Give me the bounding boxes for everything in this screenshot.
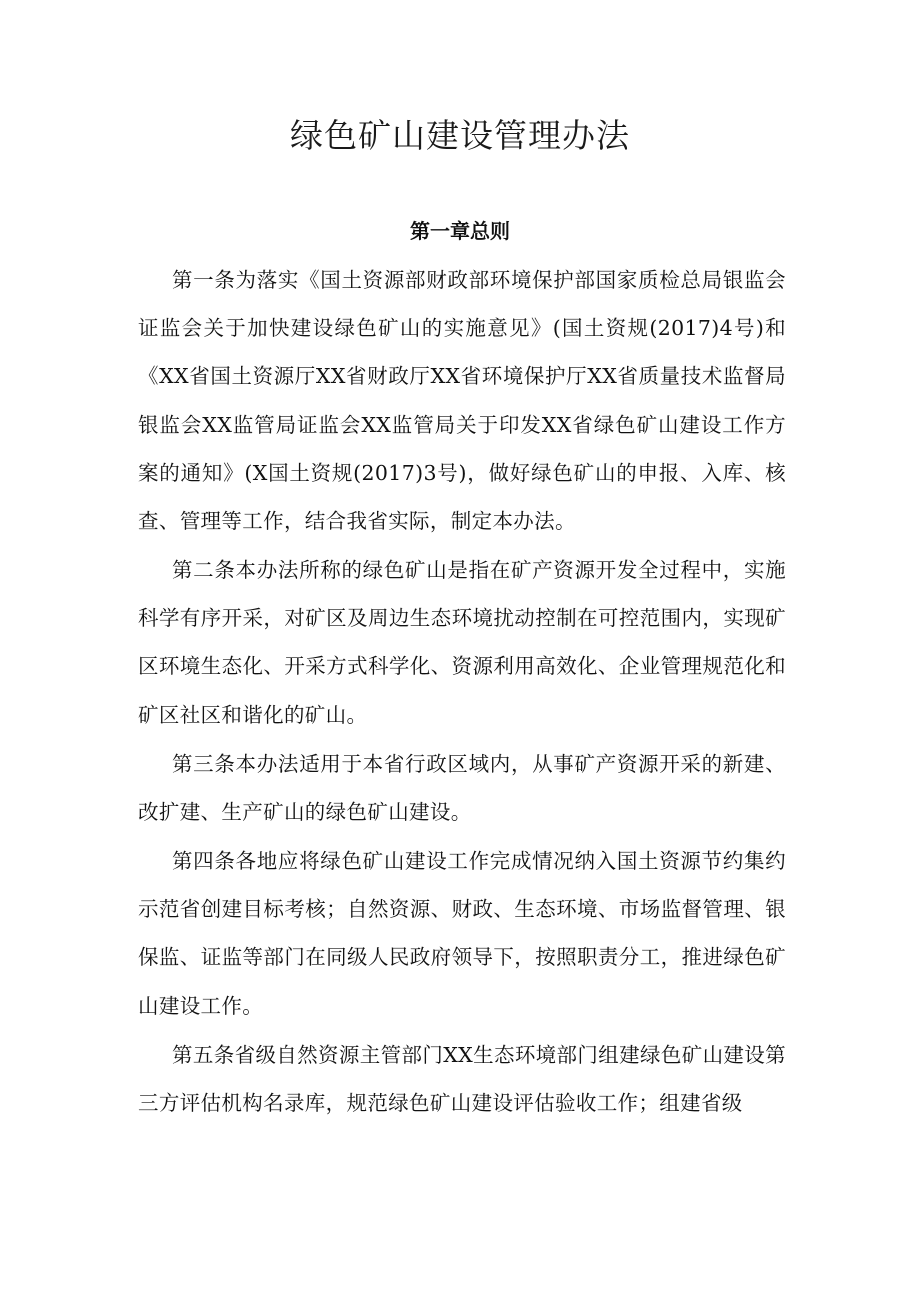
article-4-paragraph: 第四条各地应将绿色矿山建设工作完成情况纳入国土资源节约集约示范省创建目标考核；自然资源、财政、生态环境、市场监督管理、银保监、证监等部门在同级人民政府领导下，按照职责分工，推进绿色矿山建设工作。 (138, 849, 786, 1018)
article-1-paragraph: 第一条为落实《国土资源部财政部环境保护部国家质检总局银监会证监会关于加快建设绿色矿山的实施意见》(国土资规(2017)4号)和《XX省国土资源厅XX省财政厅XX省环境保护厅XX省质量技术监督局银监会XX监管局证监会XX监管局关于印发XX省绿色矿山建设工作方案的通知》(X国土资规(2017)3号)，做好绿色矿山的申报、入库、核查、管理等工作，结合我省实际，制定本办法。 (138, 268, 786, 534)
document-title: 绿色矿山建设管理办法 (290, 116, 630, 155)
article-3-paragraph: 第三条本办法适用于本省行政区域内，从事矿产资源开采的新建、改扩建、生产矿山的绿色矿山建设。 (138, 752, 786, 825)
article-5-paragraph: 第五条省级自然资源主管部门XX生态环境部门组建绿色矿山建设第三方评估机构名录库，规范绿色矿山建设评估验收工作；组建省级 (138, 1043, 786, 1116)
article-2-paragraph: 第二条本办法所称的绿色矿山是指在矿产资源开发全过程中，实施科学有序开采，对矿区及周边生态环境扰动控制在可控范围内，实现矿区环境生态化、开采方式科学化、资源利用高效化、企业管理规范化和矿区社区和谐化的矿山。 (138, 558, 786, 727)
chapter-heading: 第一章总则 (410, 219, 510, 243)
